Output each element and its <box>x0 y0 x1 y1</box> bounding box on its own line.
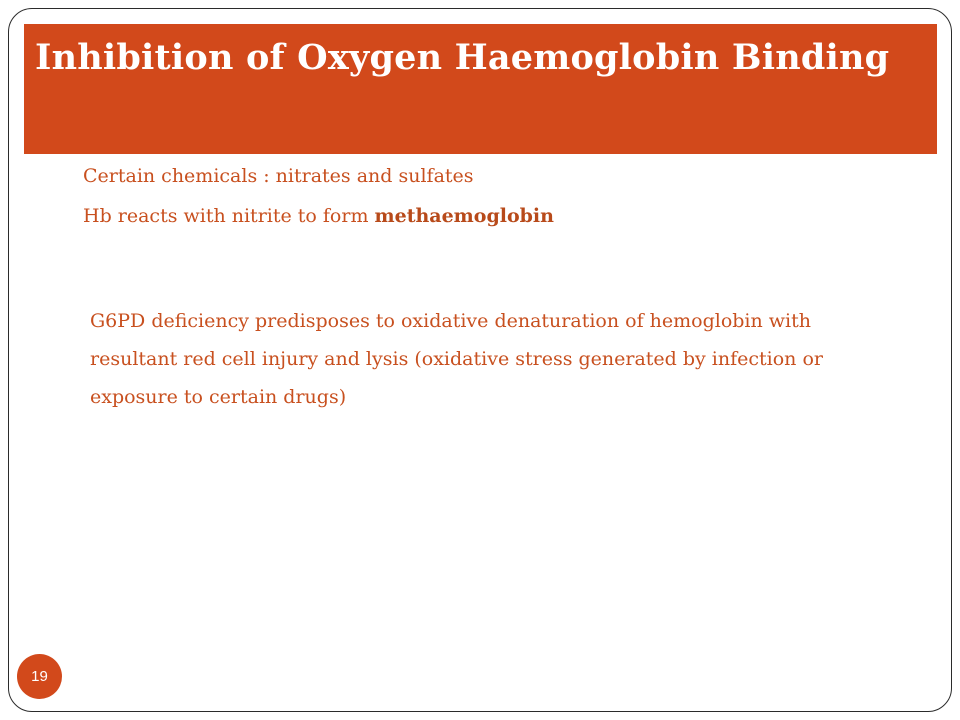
nitrite-line <box>83 202 554 230</box>
g6pd-paragraph: G6PD deficiency predisposes to oxidative denaturation of hemoglobin with resultant red cell injury and lysis (oxidative stress generated by infection or exposure to certain drugs) <box>90 310 823 408</box>
chemicals-line: Certain chemicals : nitrates and sulfates <box>83 165 474 187</box>
title-bar <box>24 24 937 154</box>
page-number-badge: 19 <box>17 654 62 699</box>
methaemoglobin-term: methaemoglobin <box>374 205 554 227</box>
slide-title: Inhibition of Oxygen Haemoglobin Binding <box>35 37 890 78</box>
nitrite-line-text: Hb reacts with nitrite to form <box>83 205 375 227</box>
